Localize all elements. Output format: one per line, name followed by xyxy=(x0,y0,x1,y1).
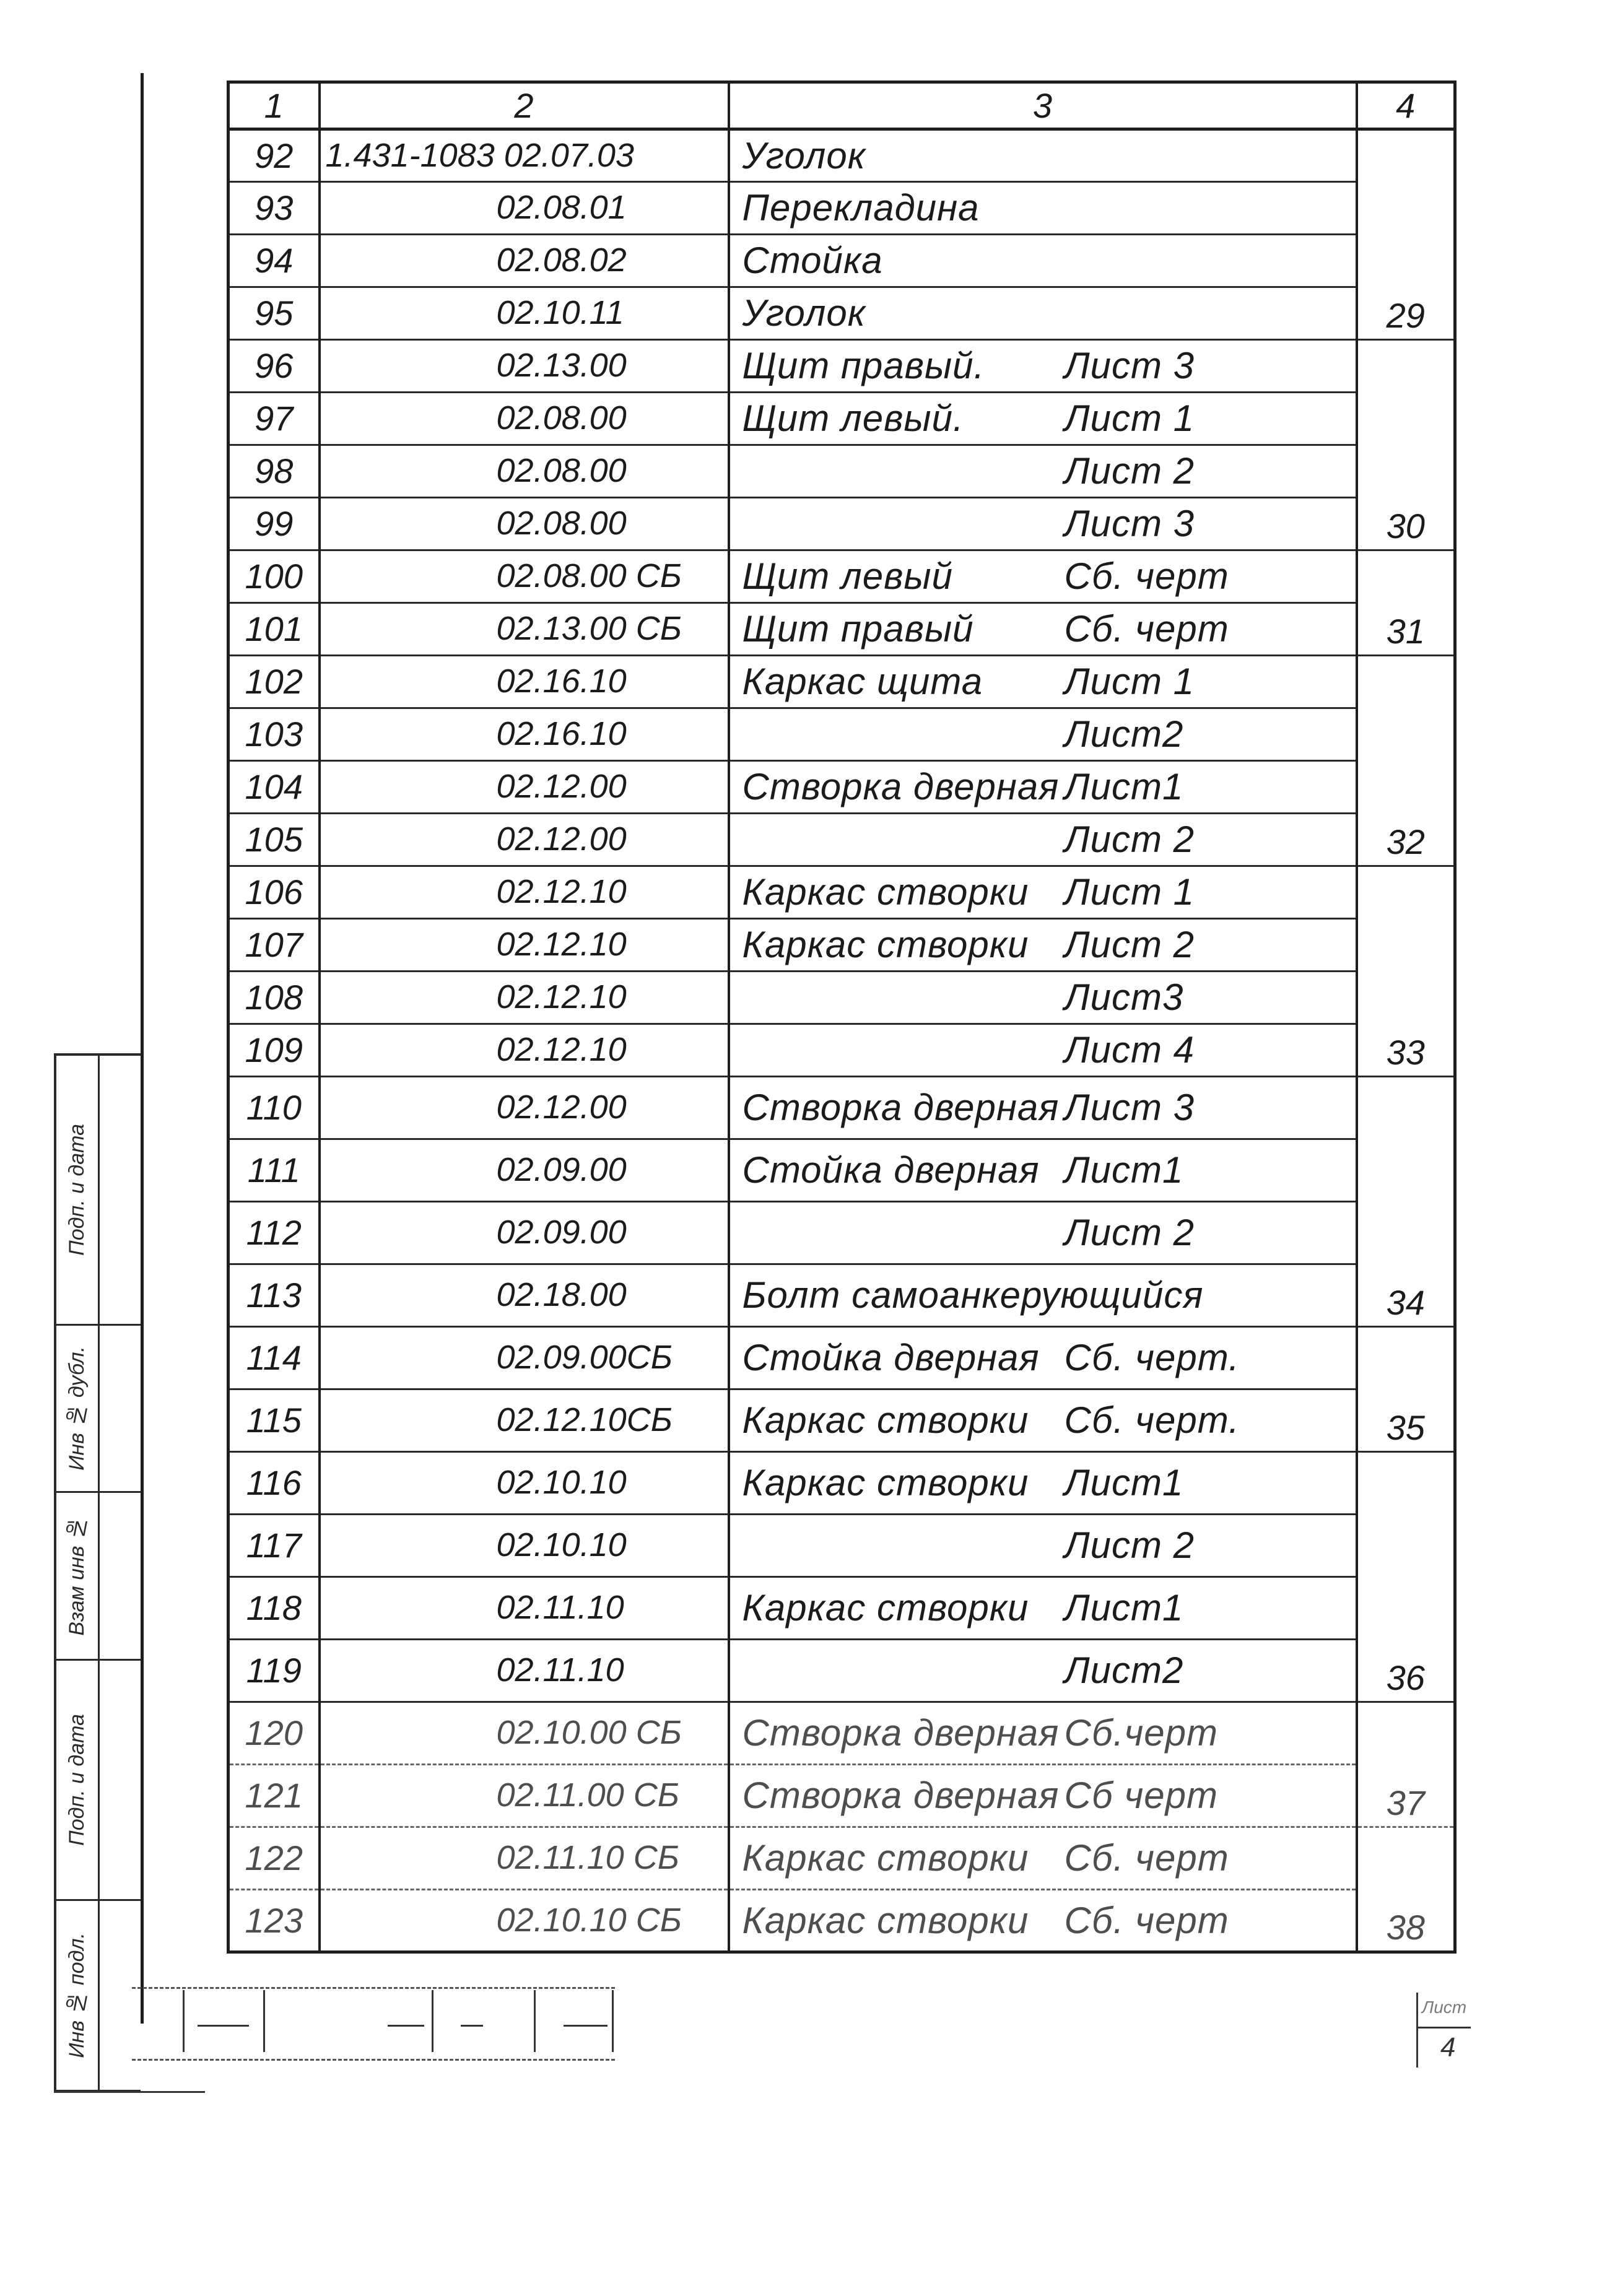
sheet-label: Лист2 xyxy=(1064,713,1184,755)
designation-cell: 02.11.10 xyxy=(320,1640,729,1702)
page-number-cell xyxy=(1357,340,1455,550)
designation-cell: 02.18.00 xyxy=(320,1264,729,1327)
sheet-label: Лист 2 xyxy=(1064,1524,1195,1566)
name-cell xyxy=(729,1202,1357,1264)
row-number-cell: 98 xyxy=(229,445,320,498)
title-block-column-divider xyxy=(534,1990,536,2052)
name-cell xyxy=(729,1827,1357,1890)
stamp-label: Подп. и дата xyxy=(65,1714,89,1846)
sheet-label: Лист3 xyxy=(1064,976,1184,1018)
item-name: Стойка дверная xyxy=(742,1337,1040,1378)
item-name: Створка дверная xyxy=(742,1775,1060,1816)
row-number-cell: 107 xyxy=(229,919,320,972)
designation-cell: 02.08.00 xyxy=(320,445,729,498)
designation-cell: 02.12.00 xyxy=(320,1077,729,1139)
page-number-cell xyxy=(1357,1702,1455,1827)
item-name: Стойка дверная xyxy=(742,1149,1040,1191)
item-name: Щит левый xyxy=(742,555,953,597)
title-block-bottom-line xyxy=(132,2059,615,2061)
page-number: 34 xyxy=(1386,1283,1425,1323)
stamp-label: Инв № дубл. xyxy=(65,1346,89,1471)
name-cell xyxy=(729,1640,1357,1702)
page-number-cell xyxy=(1357,1827,1455,1952)
row-number-cell: 116 xyxy=(229,1452,320,1515)
page-number-cell xyxy=(1357,866,1455,1077)
designation-cell: 02.16.10 xyxy=(320,708,729,761)
margin-stamp xyxy=(54,1053,141,2092)
stamp-value-field xyxy=(100,1326,141,1491)
table-row xyxy=(229,1827,1455,1890)
stamp-label-column xyxy=(56,1326,100,1491)
stamp-cell-duplicate-inv xyxy=(56,1326,141,1493)
designation-cell: 02.12.10 xyxy=(320,972,729,1024)
stamp-label-column xyxy=(56,1056,100,1324)
table-row xyxy=(229,1640,1455,1702)
row-number-cell: 95 xyxy=(229,287,320,340)
name-cell xyxy=(729,1577,1357,1640)
row-number-cell: 119 xyxy=(229,1640,320,1702)
table-row xyxy=(229,287,1455,340)
page-number: 37 xyxy=(1386,1783,1425,1823)
item-name: Болт самоанкерующийся xyxy=(742,1274,1204,1316)
row-number-cell: 121 xyxy=(229,1765,320,1827)
designation-cell: 02.08.00 xyxy=(320,498,729,550)
table-body xyxy=(229,129,1455,1952)
row-number-cell: 94 xyxy=(229,235,320,287)
name-cell xyxy=(729,866,1357,919)
sheet-number: 4 xyxy=(1440,2032,1456,2063)
table-row xyxy=(229,1024,1455,1077)
name-cell xyxy=(729,1024,1357,1077)
title-block-dash xyxy=(564,2025,608,2027)
sheet-label: Сб. черт xyxy=(1064,608,1229,650)
column-header-4: 4 xyxy=(1357,82,1455,129)
sheet-label: Лист 1 xyxy=(1064,398,1195,439)
table-row xyxy=(229,445,1455,498)
item-name: Каркас створки xyxy=(742,871,1029,913)
table-row xyxy=(229,550,1455,603)
row-number-cell: 117 xyxy=(229,1515,320,1577)
sheet-label: Сб.черт xyxy=(1064,1712,1219,1754)
row-number-cell: 92 xyxy=(229,129,320,182)
sheet-label: Лист1 xyxy=(1064,1462,1184,1503)
title-block-top-line xyxy=(132,1987,615,1989)
stamp-label: Взам инв № xyxy=(65,1516,89,1636)
title-block-column-divider xyxy=(612,1990,614,2052)
table-row xyxy=(229,708,1455,761)
sheet-label: Лист 2 xyxy=(1064,1212,1195,1253)
name-cell xyxy=(729,1765,1357,1827)
designation-cell: 02.12.00 xyxy=(320,761,729,814)
title-block-dash xyxy=(461,2025,483,2027)
designation-cell: 02.08.00 xyxy=(320,393,729,445)
table-row xyxy=(229,182,1455,235)
page-number: 36 xyxy=(1386,1658,1425,1698)
frame-left-border xyxy=(141,73,144,2024)
row-number-cell: 113 xyxy=(229,1264,320,1327)
row-number-cell: 105 xyxy=(229,814,320,866)
table-row xyxy=(229,1577,1455,1640)
title-block-column-divider xyxy=(183,1990,185,2052)
item-name: Створка дверная xyxy=(742,1712,1060,1754)
name-cell xyxy=(729,656,1357,708)
designation-cell: 02.12.10СБ xyxy=(320,1389,729,1452)
table-row xyxy=(229,1139,1455,1202)
table-row xyxy=(229,1702,1455,1765)
row-number-cell: 110 xyxy=(229,1077,320,1139)
stamp-value-field xyxy=(100,1493,141,1659)
table-row xyxy=(229,1452,1455,1515)
table-row xyxy=(229,866,1455,919)
row-number-cell: 115 xyxy=(229,1389,320,1452)
stamp-cell-signature-date xyxy=(56,1661,141,1901)
sheet-label: Лист 1 xyxy=(1064,871,1195,913)
stamp-label: Инв № подл. xyxy=(65,1933,89,2058)
name-cell xyxy=(729,1452,1357,1515)
name-cell xyxy=(729,235,1357,287)
stamp-cell-original-inv xyxy=(56,1901,141,2090)
designation-cell: 02.13.00 xyxy=(320,340,729,393)
designation-cell: 02.11.00 СБ xyxy=(320,1765,729,1827)
sheet-label: Лист 3 xyxy=(1064,345,1195,386)
page-number-cell xyxy=(1357,129,1455,340)
table-row xyxy=(229,340,1455,393)
designation-cell: 02.08.01 xyxy=(320,182,729,235)
table-row xyxy=(229,761,1455,814)
designation-cell: 02.10.10 СБ xyxy=(320,1890,729,1952)
sheet-label: Сб. черт. xyxy=(1064,1399,1240,1441)
sheet-label: Сб. черт xyxy=(1064,1837,1229,1879)
row-number-cell: 109 xyxy=(229,1024,320,1077)
sheet-label: Лист 2 xyxy=(1064,924,1195,965)
title-block-dash xyxy=(198,2025,249,2027)
name-cell xyxy=(729,445,1357,498)
table-row xyxy=(229,1389,1455,1452)
table-row xyxy=(229,393,1455,445)
name-cell xyxy=(729,340,1357,393)
stamp-value-field xyxy=(100,1901,141,2090)
stamp-label-column xyxy=(56,1493,100,1659)
name-cell xyxy=(729,1890,1357,1952)
item-name: Каркас створки xyxy=(742,1837,1029,1879)
sheet-label: Лист 1 xyxy=(1064,661,1195,702)
item-name: Перекладина xyxy=(742,187,980,228)
name-cell xyxy=(729,1702,1357,1765)
item-name: Створка дверная xyxy=(742,1087,1060,1128)
frame-bottom-left-line xyxy=(54,2091,205,2093)
sheet-label: Лист 2 xyxy=(1064,450,1195,492)
table-row xyxy=(229,1327,1455,1389)
row-number-cell: 122 xyxy=(229,1827,320,1890)
table-row xyxy=(229,972,1455,1024)
column-header-2: 2 xyxy=(320,82,729,129)
page-number: 30 xyxy=(1386,507,1425,546)
name-cell xyxy=(729,972,1357,1024)
name-cell xyxy=(729,1327,1357,1389)
page-number: 33 xyxy=(1386,1033,1425,1072)
row-number-cell: 114 xyxy=(229,1327,320,1389)
designation-cell: 02.09.00 xyxy=(320,1202,729,1264)
sheet-label: Сб. черт xyxy=(1064,555,1229,597)
stamp-label-column xyxy=(56,1901,100,2090)
name-cell xyxy=(729,287,1357,340)
title-block-column-divider xyxy=(263,1990,265,2052)
name-cell xyxy=(729,1264,1357,1327)
name-cell xyxy=(729,1389,1357,1452)
sheet-label: Сб. черт. xyxy=(1064,1337,1240,1378)
row-number-cell: 120 xyxy=(229,1702,320,1765)
row-number-cell: 102 xyxy=(229,656,320,708)
sheet-label: Лист2 xyxy=(1064,1650,1184,1691)
page-number: 31 xyxy=(1386,612,1425,651)
page-number: 35 xyxy=(1386,1408,1425,1448)
table-row xyxy=(229,129,1455,182)
designation-cell: 1.431-1083 02.07.03 xyxy=(320,129,729,182)
designation-cell: 02.10.10 xyxy=(320,1452,729,1515)
designation-cell: 02.12.10 xyxy=(320,866,729,919)
designation-cell: 02.11.10 СБ xyxy=(320,1827,729,1890)
row-number-cell: 101 xyxy=(229,603,320,656)
designation-cell: 02.10.11 xyxy=(320,287,729,340)
item-name: Створка дверная xyxy=(742,766,1060,807)
designation-cell: 02.09.00 xyxy=(320,1139,729,1202)
designation-cell: 02.12.00 xyxy=(320,814,729,866)
row-number-cell: 96 xyxy=(229,340,320,393)
item-name: Каркас створки xyxy=(742,924,1029,965)
item-name: Уголок xyxy=(742,134,866,176)
item-name: Щит правый xyxy=(742,608,974,650)
row-number-cell: 106 xyxy=(229,866,320,919)
name-cell xyxy=(729,129,1357,182)
designation-cell: 02.16.10 xyxy=(320,656,729,708)
table-row xyxy=(229,656,1455,708)
designation-cell: 02.13.00 СБ xyxy=(320,603,729,656)
sheet-label: Лист 3 xyxy=(1064,1087,1195,1128)
designation-cell: 02.08.00 СБ xyxy=(320,550,729,603)
sheet-label: Лист 2 xyxy=(1064,819,1195,860)
page-number-cell xyxy=(1357,1327,1455,1452)
sheet-box-line xyxy=(1416,2027,1471,2029)
column-header-1: 1 xyxy=(229,82,320,129)
table-row xyxy=(229,1264,1455,1327)
designation-cell: 02.12.10 xyxy=(320,919,729,972)
table-row xyxy=(229,235,1455,287)
item-name: Щит правый. xyxy=(742,345,985,386)
item-name: Каркас щита xyxy=(742,661,983,702)
name-cell xyxy=(729,814,1357,866)
name-cell xyxy=(729,182,1357,235)
table-row xyxy=(229,1202,1455,1264)
designation-cell: 02.10.10 xyxy=(320,1515,729,1577)
name-cell xyxy=(729,603,1357,656)
item-name: Каркас створки xyxy=(742,1399,1029,1441)
stamp-label: Подп. и дата xyxy=(65,1124,89,1256)
stamp-cell-signature-date xyxy=(56,1056,141,1326)
sheet-label: Сб черт xyxy=(1064,1775,1219,1816)
item-name: Уголок xyxy=(742,292,866,334)
name-cell xyxy=(729,708,1357,761)
table-row xyxy=(229,1765,1455,1827)
column-header-3: 3 xyxy=(729,82,1357,129)
item-name: Щит левый. xyxy=(742,398,964,439)
row-number-cell: 111 xyxy=(229,1139,320,1202)
row-number-cell: 93 xyxy=(229,182,320,235)
page-number-cell xyxy=(1357,1452,1455,1702)
sheet-label: Лист1 xyxy=(1064,766,1184,807)
designation-cell: 02.11.10 xyxy=(320,1577,729,1640)
sheet-box-divider xyxy=(1416,1993,1418,2068)
designation-cell: 02.12.10 xyxy=(320,1024,729,1077)
item-name: Стойка xyxy=(742,240,883,281)
item-name: Каркас створки xyxy=(742,1462,1029,1503)
row-number-cell: 104 xyxy=(229,761,320,814)
title-block-dash xyxy=(388,2025,424,2027)
title-block-column-divider xyxy=(432,1990,433,2052)
sheet-label: Лист1 xyxy=(1064,1587,1184,1629)
designation-cell: 02.09.00СБ xyxy=(320,1327,729,1389)
stamp-value-field xyxy=(100,1661,141,1899)
name-cell xyxy=(729,550,1357,603)
name-cell xyxy=(729,1077,1357,1139)
header-row xyxy=(229,82,1455,129)
name-cell xyxy=(729,498,1357,550)
stamp-label-column xyxy=(56,1661,100,1899)
table-row xyxy=(229,1515,1455,1577)
row-number-cell: 99 xyxy=(229,498,320,550)
table-row xyxy=(229,603,1455,656)
page-number: 29 xyxy=(1386,296,1425,336)
row-number-cell: 118 xyxy=(229,1577,320,1640)
page-number: 38 xyxy=(1386,1908,1425,1947)
row-number-cell: 112 xyxy=(229,1202,320,1264)
stamp-value-field xyxy=(100,1056,141,1324)
table-row xyxy=(229,1077,1455,1139)
drawings-table xyxy=(227,80,1457,1954)
stamp-cell-replacement-inv xyxy=(56,1493,141,1661)
table-row xyxy=(229,814,1455,866)
name-cell xyxy=(729,919,1357,972)
page-number-cell xyxy=(1357,1077,1455,1327)
item-name: Каркас створки xyxy=(742,1899,1029,1941)
sheet-label: Сб. черт xyxy=(1064,1899,1229,1941)
sheet-label: Лист 4 xyxy=(1064,1029,1195,1071)
table-row xyxy=(229,1890,1455,1952)
page-number-cell xyxy=(1357,656,1455,866)
name-cell xyxy=(729,761,1357,814)
designation-cell: 02.08.02 xyxy=(320,235,729,287)
row-number-cell: 103 xyxy=(229,708,320,761)
page-number-cell xyxy=(1357,550,1455,656)
name-cell xyxy=(729,393,1357,445)
designation-cell: 02.10.00 СБ xyxy=(320,1702,729,1765)
row-number-cell: 97 xyxy=(229,393,320,445)
sheet-label: Лист1 xyxy=(1064,1149,1184,1191)
item-name: Каркас створки xyxy=(742,1587,1029,1629)
sheet-label: Лист 3 xyxy=(1064,503,1195,544)
row-number-cell: 123 xyxy=(229,1890,320,1952)
table-row xyxy=(229,498,1455,550)
row-number-cell: 100 xyxy=(229,550,320,603)
page-number: 32 xyxy=(1386,822,1425,862)
name-cell xyxy=(729,1515,1357,1577)
sheet-number-label: Лист xyxy=(1422,1998,1467,2017)
table-row xyxy=(229,919,1455,972)
row-number-cell: 108 xyxy=(229,972,320,1024)
name-cell xyxy=(729,1139,1357,1202)
